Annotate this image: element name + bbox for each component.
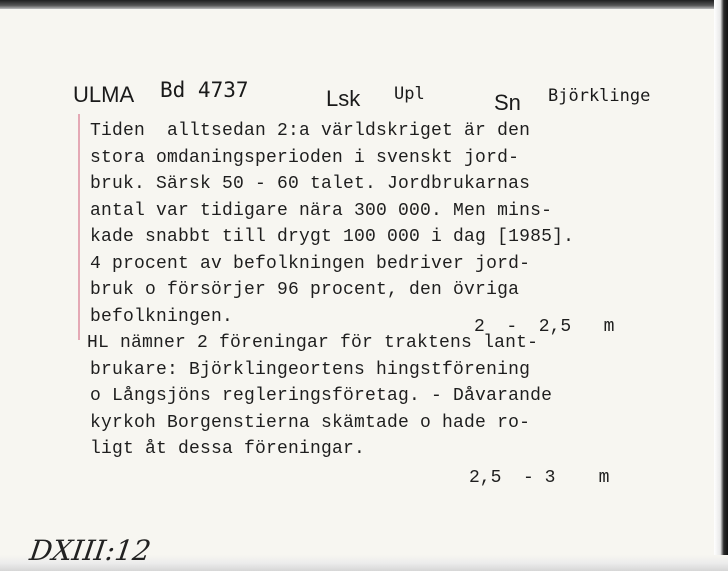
parish-value: Björklinge xyxy=(548,86,651,106)
card-header xyxy=(0,78,728,115)
text-line: kade snabbt till drygt 100 000 i dag [1985]. xyxy=(90,227,575,247)
text-line: kyrkoh Borgenstierna skämtade o hade ro- xyxy=(90,412,531,433)
parish-label: Sn xyxy=(494,90,521,115)
province-value: Upl xyxy=(394,84,425,104)
margin-rule xyxy=(78,114,80,340)
measurement-2: 2,5 - 3 m xyxy=(469,468,610,488)
text-line: HL nämner 2 föreningar för traktens lant- xyxy=(87,333,539,353)
volume-number: Bd 4737 xyxy=(160,78,249,102)
text-line: brukare: Björklingeortens hingstförening xyxy=(90,359,531,380)
text-line: o Långsjöns regleringsföretag. - Dåvarande xyxy=(90,386,553,406)
text-line: stora omdaningsperioden i svenskt jord- xyxy=(90,147,520,168)
text-line: Tiden alltsedan 2:a världskriget är den xyxy=(90,121,531,141)
text-line: bruk. Särsk 50 - 60 talet. Jordbrukarnas xyxy=(90,174,531,194)
archive-code: ULMA xyxy=(73,82,135,107)
card-body xyxy=(87,118,575,463)
measurement-1: 2 - 2,5 m xyxy=(474,317,615,337)
text-line: 4 procent av befolkningen bedriver jord- xyxy=(90,253,531,274)
scan-edge-top xyxy=(0,0,728,9)
text-line: befolkningen. xyxy=(90,306,234,327)
text-line: antal var tidigare nära 300 000. Men mins- xyxy=(90,200,553,221)
handwritten-reference: DXIII:12 xyxy=(27,534,153,567)
province-label: Lsk xyxy=(326,86,361,111)
text-line: bruk o försörjer 96 procent, den övriga xyxy=(90,280,520,300)
text-line: ligt åt dessa föreningar. xyxy=(90,439,366,459)
